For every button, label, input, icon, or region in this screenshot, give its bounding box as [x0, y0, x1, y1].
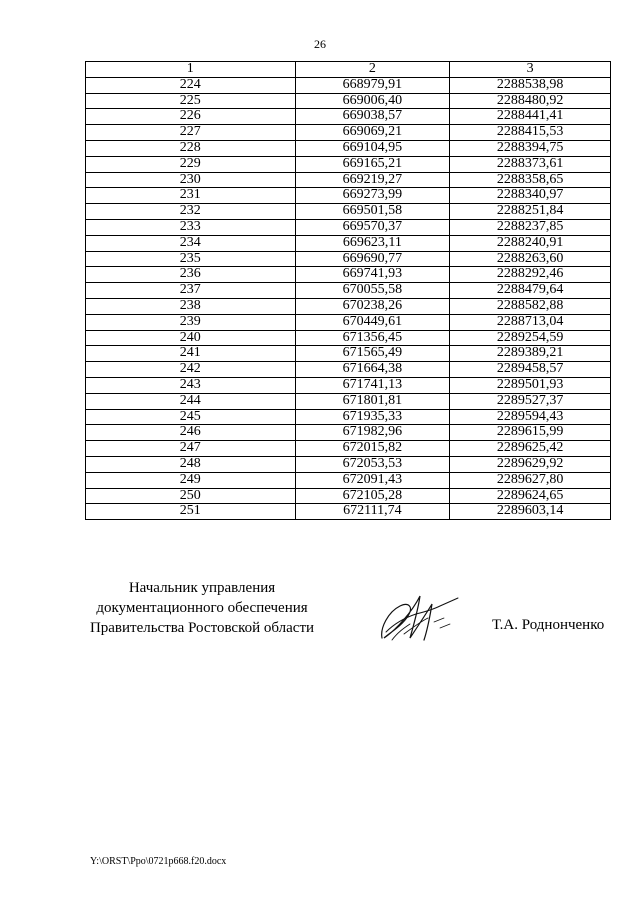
table-cell-col-3: 2288538,98 [450, 77, 611, 93]
table-cell-col-1: 229 [86, 156, 296, 172]
table-cell-col-3: 2289389,21 [450, 346, 611, 362]
signer-name: Т.А. Роднонченко [492, 617, 605, 633]
table-row [86, 172, 611, 188]
table-cell-col-2: 669273,99 [295, 188, 450, 204]
column-header-3: 3 [450, 62, 611, 78]
coordinates-table [85, 61, 611, 520]
table-cell-col-3: 2288240,91 [450, 235, 611, 251]
table-cell-col-1: 225 [86, 93, 296, 109]
handwritten-signature [374, 588, 464, 646]
table-cell-col-2: 669741,93 [295, 267, 450, 283]
table-cell-col-3: 2289629,92 [450, 456, 611, 472]
table-cell-col-2: 671741,13 [295, 377, 450, 393]
signer-position-line-2: документационного обеспечения [96, 600, 308, 616]
table-cell-col-1: 241 [86, 346, 296, 362]
table-cell-col-3: 2288263,60 [450, 251, 611, 267]
table-cell-col-2: 672091,43 [295, 472, 450, 488]
table-cell-col-3: 2288713,04 [450, 314, 611, 330]
table-row [86, 472, 611, 488]
table-cell-col-1: 248 [86, 456, 296, 472]
file-path: Y:\ORST\Ppo\0721p668.f20.docx [90, 856, 227, 867]
table-row [86, 441, 611, 457]
table-cell-col-3: 2289594,43 [450, 409, 611, 425]
table-cell-col-3: 2288358,65 [450, 172, 611, 188]
table-cell-col-2: 669104,95 [295, 140, 450, 156]
table-cell-col-1: 232 [86, 204, 296, 220]
table-row [86, 204, 611, 220]
table-row [86, 93, 611, 109]
table-cell-col-3: 2288340,97 [450, 188, 611, 204]
table-cell-col-2: 669069,21 [295, 125, 450, 141]
table-header-row [86, 62, 611, 78]
table-cell-col-3: 2289501,93 [450, 377, 611, 393]
table-cell-col-2: 669038,57 [295, 109, 450, 125]
table-row [86, 504, 611, 520]
table-row [86, 140, 611, 156]
table-cell-col-3: 2289458,57 [450, 362, 611, 378]
page-number: 26 [314, 37, 326, 51]
table-cell-col-3: 2288479,64 [450, 283, 611, 299]
table-row [86, 125, 611, 141]
table-cell-col-2: 671356,45 [295, 330, 450, 346]
table-cell-col-2: 672111,74 [295, 504, 450, 520]
table-row [86, 77, 611, 93]
table-cell-col-1: 243 [86, 377, 296, 393]
table-cell-col-2: 672105,28 [295, 488, 450, 504]
table-row [86, 377, 611, 393]
table-row [86, 298, 611, 314]
table-body [86, 77, 611, 519]
table-row [86, 393, 611, 409]
table-cell-col-1: 237 [86, 283, 296, 299]
table-row [86, 409, 611, 425]
column-header-1: 1 [86, 62, 296, 78]
table-row [86, 109, 611, 125]
column-header-2: 2 [295, 62, 450, 78]
table-cell-col-3: 2288237,85 [450, 219, 611, 235]
table-cell-col-3: 2289615,99 [450, 425, 611, 441]
table-row [86, 346, 611, 362]
table-cell-col-3: 2288373,61 [450, 156, 611, 172]
signer-position-line-3: Правительства Ростовской области [89, 620, 315, 636]
table-cell-col-1: 238 [86, 298, 296, 314]
table-row [86, 314, 611, 330]
table-cell-col-2: 670449,61 [295, 314, 450, 330]
signer-position-line-1: Начальник управления [128, 580, 276, 596]
table-row [86, 251, 611, 267]
table-cell-col-2: 671935,33 [295, 409, 450, 425]
table-cell-col-1: 246 [86, 425, 296, 441]
table-cell-col-3: 2289527,37 [450, 393, 611, 409]
table-cell-col-3: 2289603,14 [450, 504, 611, 520]
table-cell-col-1: 236 [86, 267, 296, 283]
table-cell-col-1: 249 [86, 472, 296, 488]
table-row [86, 235, 611, 251]
table-cell-col-2: 669623,11 [295, 235, 450, 251]
table-cell-col-2: 672015,82 [295, 441, 450, 457]
table-row [86, 330, 611, 346]
table-cell-col-3: 2288415,53 [450, 125, 611, 141]
table-cell-col-1: 245 [86, 409, 296, 425]
table-cell-col-3: 2289627,80 [450, 472, 611, 488]
table-row [86, 425, 611, 441]
table-cell-col-2: 670055,58 [295, 283, 450, 299]
table-cell-col-2: 668979,91 [295, 77, 450, 93]
table-cell-col-2: 669219,27 [295, 172, 450, 188]
signature-block-title [88, 578, 316, 638]
table-cell-col-3: 2288394,75 [450, 140, 611, 156]
table-row [86, 156, 611, 172]
table-row [86, 488, 611, 504]
table-cell-col-1: 231 [86, 188, 296, 204]
table-cell-col-2: 672053,53 [295, 456, 450, 472]
table-cell-col-3: 2288480,92 [450, 93, 611, 109]
table-cell-col-2: 669690,77 [295, 251, 450, 267]
table-row [86, 283, 611, 299]
table-cell-col-1: 250 [86, 488, 296, 504]
table-cell-col-3: 2288292,46 [450, 267, 611, 283]
table-cell-col-1: 240 [86, 330, 296, 346]
table-cell-col-1: 247 [86, 441, 296, 457]
table-cell-col-1: 251 [86, 504, 296, 520]
table-cell-col-1: 228 [86, 140, 296, 156]
table-cell-col-1: 239 [86, 314, 296, 330]
table-row [86, 267, 611, 283]
table-cell-col-1: 244 [86, 393, 296, 409]
table-cell-col-3: 2289625,42 [450, 441, 611, 457]
table-row [86, 219, 611, 235]
table-cell-col-1: 224 [86, 77, 296, 93]
table-cell-col-2: 669570,37 [295, 219, 450, 235]
table-cell-col-1: 226 [86, 109, 296, 125]
table-cell-col-1: 227 [86, 125, 296, 141]
table-cell-col-2: 671565,49 [295, 346, 450, 362]
table-cell-col-3: 2289254,59 [450, 330, 611, 346]
table-cell-col-2: 669165,21 [295, 156, 450, 172]
table-cell-col-1: 242 [86, 362, 296, 378]
table-cell-col-2: 671982,96 [295, 425, 450, 441]
table-cell-col-3: 2288441,41 [450, 109, 611, 125]
table-cell-col-1: 233 [86, 219, 296, 235]
table-row [86, 362, 611, 378]
table-cell-col-2: 669006,40 [295, 93, 450, 109]
table-cell-col-2: 671664,38 [295, 362, 450, 378]
table-cell-col-1: 235 [86, 251, 296, 267]
table-cell-col-3: 2289624,65 [450, 488, 611, 504]
table-cell-col-2: 670238,26 [295, 298, 450, 314]
table-cell-col-3: 2288582,88 [450, 298, 611, 314]
table-row [86, 188, 611, 204]
table-cell-col-2: 669501,58 [295, 204, 450, 220]
table-cell-col-2: 671801,81 [295, 393, 450, 409]
table-cell-col-1: 234 [86, 235, 296, 251]
table-row [86, 456, 611, 472]
table-cell-col-1: 230 [86, 172, 296, 188]
table-cell-col-3: 2288251,84 [450, 204, 611, 220]
